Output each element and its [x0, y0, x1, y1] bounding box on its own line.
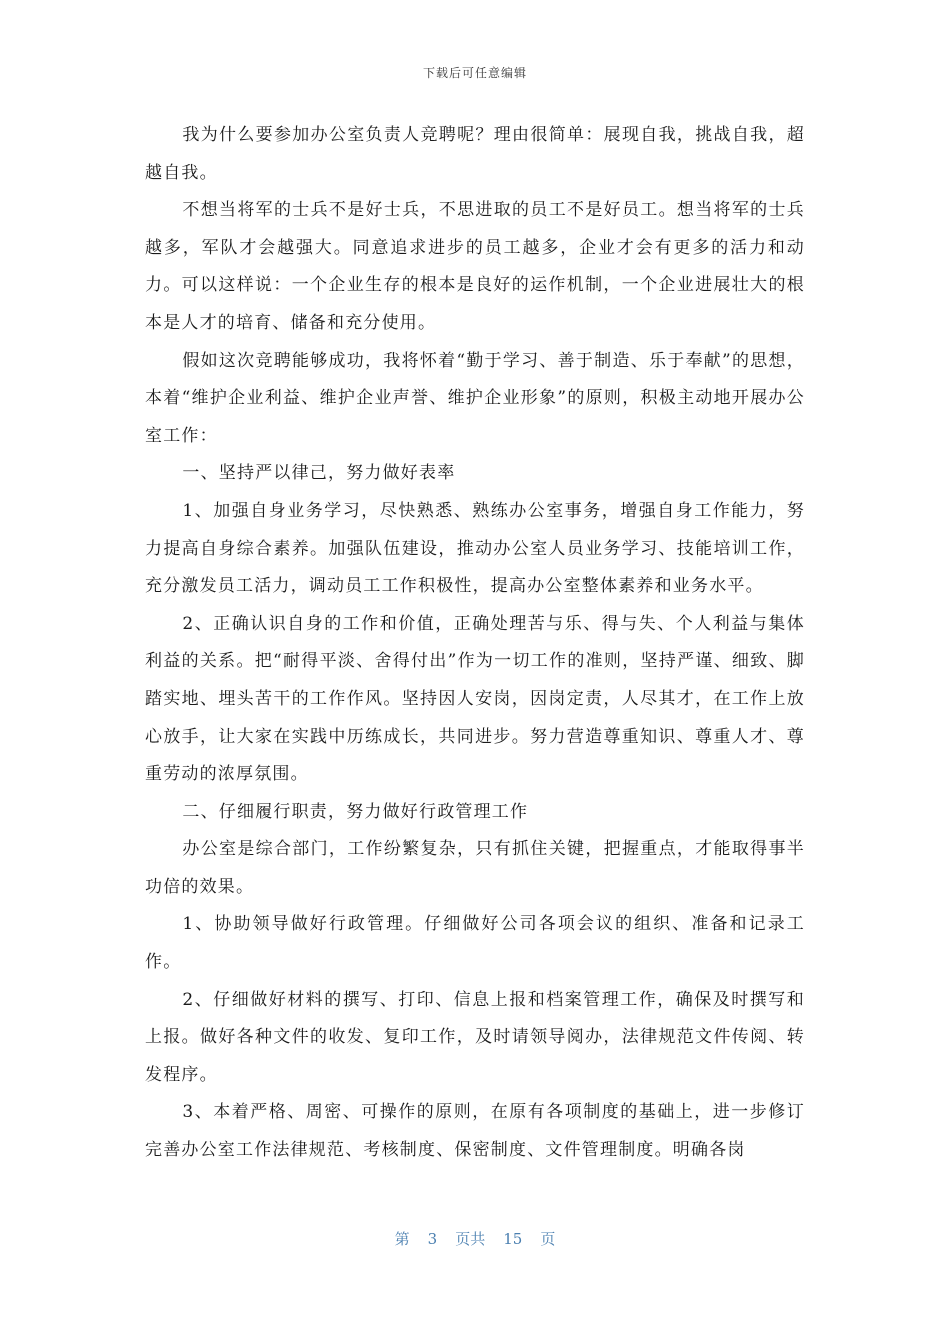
paragraph: 我为什么要参加办公室负责人竞聘呢？理由很简单：展现自我，挑战自我，超越自我。: [145, 125, 805, 183]
paragraph: 假如这次竞聘能够成功，我将怀着“勤于学习、善于制造、乐于奉献”的思想，本着“维护企业利益、维护企业声誉、维护企业形象”的原则，积极主动地开展办公室工作：: [145, 350, 805, 446]
paragraph: 1、加强自身业务学习，尽快熟悉、熟练办公室事务，增强自身工作能力，努力提高自身综合素养。加强队伍建设，推动办公室人员业务学习、技能培训工作，充分激发员工活力，调动员工工作积极性，提高办公室整体素养和业务水平。: [145, 500, 805, 597]
paragraph: 1、协助领导做好行政管理。仔细做好公司各项会议的组织、准备和记录工作。: [145, 914, 805, 973]
page-prefix: 第: [394, 1230, 410, 1248]
paragraph: 办公室是综合部门，工作纷繁复杂，只有抓住关键，把握重点，才能取得事半功倍的效果。: [145, 839, 805, 897]
paragraph: 不想当将军的士兵不是好士兵，不思进取的员工不是好员工。想当将军的士兵越多，军队才会越强大。同意追求进步的员工越多，企业才会有更多的活力和动力。可以这样说：一个企业生存的根本是良好的运作机制，一个企业进展壮大的根本是人才的培育、储备和充分使用。: [145, 200, 805, 333]
section-heading: 一、坚持严以律己，努力做好表率: [182, 463, 456, 484]
current-page-number: 3: [427, 1230, 438, 1248]
document-body: [145, 117, 805, 1170]
page-suffix: 页: [540, 1230, 556, 1248]
page-header-note: 下载后可任意编辑: [422, 66, 527, 80]
page-mid: 页共: [455, 1230, 486, 1248]
total-pages-number: 15: [503, 1230, 523, 1248]
page-footer: [0, 1228, 950, 1249]
paragraph: 2、仔细做好材料的撰写、打印、信息上报和档案管理工作，确保及时撰写和上报。做好各种文件的收发、复印工作，及时请领导阅办，法律规范文件传阅、转发程序。: [145, 989, 805, 1085]
paragraph: 3、本着严格、周密、可操作的原则，在原有各项制度的基础上，进一步修订完善办公室工作法律规范、考核制度、保密制度、文件管理制度。明确各岗: [145, 1102, 805, 1161]
paragraph: 2、正确认识自身的工作和价值，正确处理苦与乐、得与失、个人利益与集体利益的关系。把“耐得平淡、舍得付出”作为一切工作的准则，坚持严谨、细致、脚踏实地、埋头苦干的工作作风。坚持因人安岗，因岗定责，人尽其才，在工作上放心放手，让大家在实践中历练成长，共同进步。努力营造尊重知识、尊重人才、尊重劳动的浓厚氛围。: [145, 613, 805, 785]
section-heading: 二、仔细履行职责，努力做好行政管理工作: [182, 801, 529, 822]
